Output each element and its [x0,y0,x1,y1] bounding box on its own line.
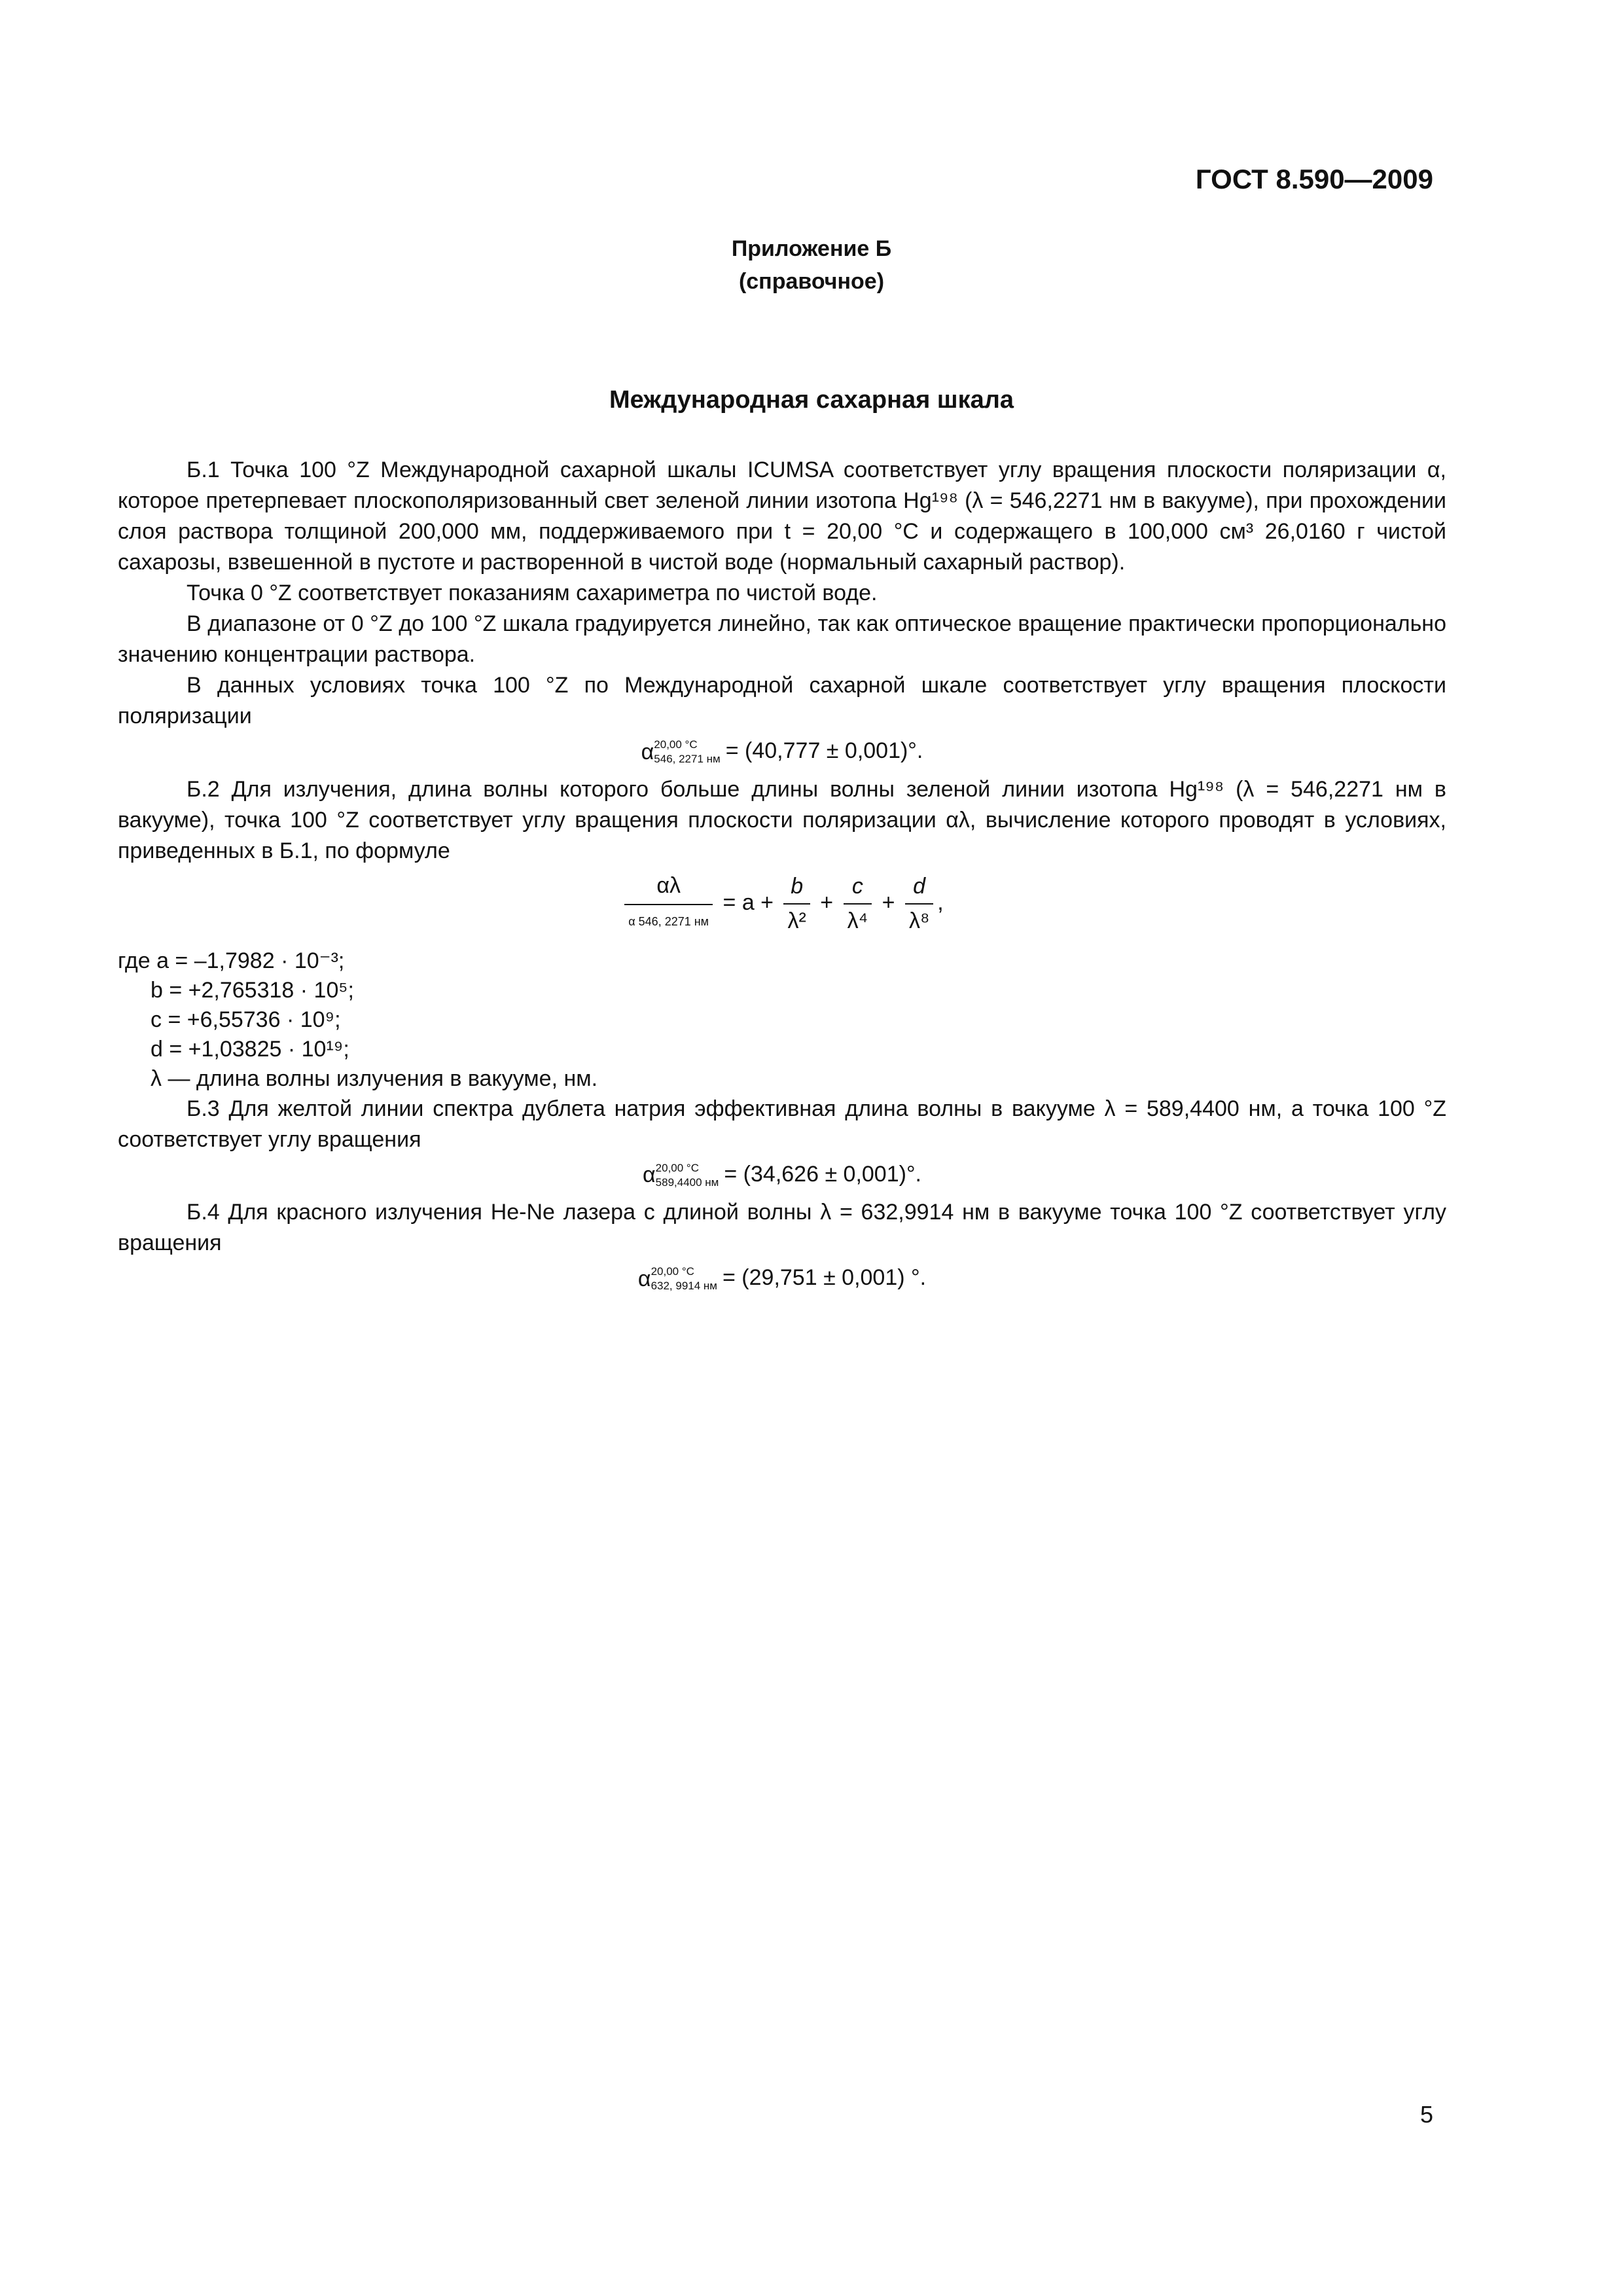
constant-b: b = +2,765318 · 10⁵; [151,977,354,1003]
page-number: 5 [1419,2101,1433,2128]
formula-b4-sup: 20,00 °C [651,1265,694,1278]
formula-b3-value: = (34,626 ± 0,001)°. [724,1161,921,1187]
formula-b4-value: = (29,751 ± 0,001) °. [722,1265,927,1291]
appendix-title: Приложение Б [731,236,892,261]
formula-b2-frac-d [905,871,933,937]
formula-b4-scripts [651,1265,717,1293]
formula-b2-den-b: λ² [787,908,806,933]
appendix-status: (справочное) [738,269,885,294]
paragraph-b3: Б.3 Для желтой линии спектра дублета натрия эффективная длина волны в вакууме λ = 589,4400 нм, а точка 100 °Z соответствует углу вращения [118,1096,1446,1152]
paragraph-b1-range: В диапазоне от 0 °Z до 100 °Z шкала градуируется линейно, так как оптическое вращение практически пропорционально значению концентрации раствора. [118,611,1446,667]
alpha-symbol: α [641,739,654,764]
formula-b1 [118,736,1446,768]
constant-a: где a = –1,7982 · 10⁻³; [118,948,345,973]
formula-b2-frac-c [844,871,872,937]
formula-b4-sub: 632, 9914 нм [651,1280,717,1293]
alpha-symbol: α [643,1162,656,1188]
formula-b2-den-d: λ⁸ [908,908,930,933]
formula-b2-end: , [937,889,944,915]
alpha-symbol: α [637,1266,651,1291]
formula-b2-den-c: λ⁴ [847,908,868,933]
formula-b1-value: = (40,777 ± 0,001)°. [725,738,923,763]
paragraph-b4: Б.4 Для красного излучения He-Ne лазера с длиной волны λ = 632,9914 нм в вакууме точка 100 °Z соответствует углу вращения [118,1200,1446,1256]
formula-b2 [118,870,1446,937]
formula-b3-sup: 20,00 °C [655,1161,699,1174]
paragraph-b2: Б.2 Для излучения, длина волны которого больше длины волны зеленой линии изотопа Hg¹⁹⁸ (λ = 546,2271 нм в вакууме), точка 100 °Z соответствует углу вращения плоскости поляризации αλ, вычисление которого проводят в условиях, приведенных в Б.1, по формуле [118,776,1446,863]
formula-b2-eq-a: = a + [722,889,774,915]
formula-b3-sub: 589,4400 нм [655,1175,719,1189]
formula-b2-lhs-fraction [624,870,713,937]
constant-d: d = +1,03825 · 10¹⁹; [151,1036,349,1062]
formula-b2-lhs-den: α 546, 2271 нм [628,914,709,928]
constants-list [118,946,1446,1094]
paragraph-b1: Б.1 Точка 100 °Z Международной сахарной шкалы ICUMSA соответствует углу вращения плоскости поляризации α, которое претерпевает плоскополяризованный свет зеленой линии изотопа Hg¹⁹⁸ (λ = 546,2271 нм в вакууме), при прохождении слоя раствора толщиной 200,000 мм, поддерживаемого при t = 20,00 °C и содержащего в 100,000 см³ 26,0160 г чистой сахарозы, взвешенной в пустоте и растворенной в чистой воде (нормальный сахарный раствор). [118,457,1446,575]
lambda-definition: λ — длина волны излучения в вакууме, нм. [151,1066,598,1091]
appendix-heading [0,232,1623,298]
section-title: Международная сахарная шкала [609,386,1014,414]
standard-designation: ГОСТ 8.590—2009 [1195,164,1433,194]
formula-b2-num-c: c [844,871,872,905]
formula-b4 [118,1263,1446,1295]
formula-b2-plus-1: + [820,889,834,915]
formula-b2-num-d: d [905,871,933,905]
paragraph-b1-conditions: В данных условиях точка 100 °Z по Международной сахарной шкале соответствует углу вращения плоскости поляризации [118,673,1446,728]
constant-c: c = +6,55736 · 10⁹; [151,1007,341,1032]
formula-b1-sub: 546, 2271 нм [654,753,721,766]
formula-b3 [118,1159,1446,1191]
paragraph-b1-zero-point: Точка 0 °Z соответствует показаниям сахариметра по чистой воде. [187,581,878,605]
formula-b3-scripts [656,1161,719,1190]
document-body [118,455,1446,1301]
formula-b2-num-b: b [783,871,810,905]
formula-b2-frac-b [783,871,810,937]
formula-b1-scripts [654,738,720,766]
formula-b2-plus-2: + [882,889,895,915]
formula-b2-lhs-num: αλ [624,870,713,905]
formula-b1-sup: 20,00 °C [654,738,698,751]
